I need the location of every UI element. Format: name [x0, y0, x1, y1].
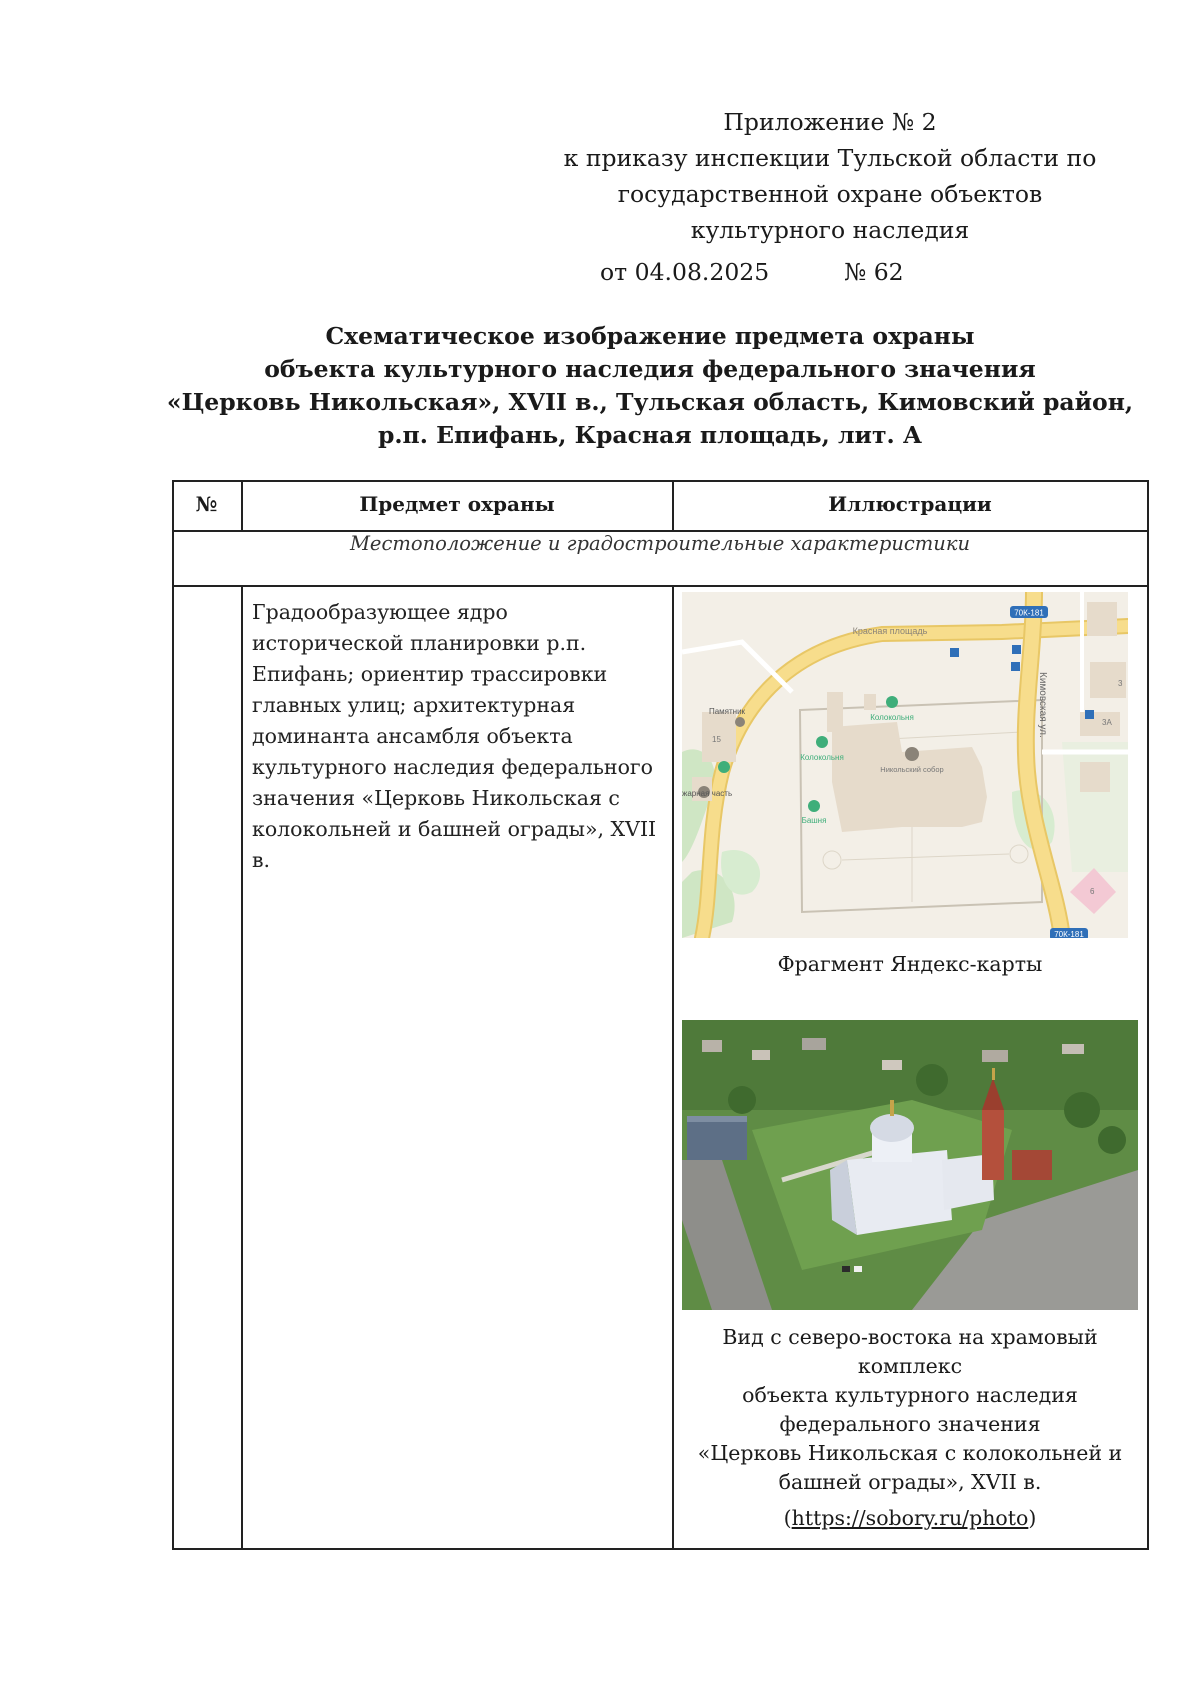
- appendix-order-line: культурного наследия: [690, 216, 970, 244]
- map-label-house: 3: [1118, 679, 1123, 688]
- appendix-title: Приложение № 2: [723, 108, 937, 136]
- table-border: [172, 480, 174, 1550]
- building: [1087, 602, 1117, 636]
- map-label-tower: Башня: [801, 816, 827, 825]
- park-area: [1062, 742, 1128, 872]
- photo-source-prefix: (: [783, 1506, 792, 1530]
- photo-caption-line: федерального значения: [779, 1412, 1041, 1436]
- photo-source-suffix: ): [1028, 1506, 1037, 1530]
- protection-subject-description: Градообразующее ядро исторической планировки р.п. Епифань; ориентир трассировки главных улиц; архитектурная доминанта ансамбля объекта культурного наследия федерального значения «Церковь Никольская с колокольней и башней ограды», XVII в.: [252, 600, 657, 872]
- aerial-photo: [682, 1020, 1138, 1310]
- column-header-number: №: [195, 492, 218, 516]
- bus-stop-icon: [1012, 645, 1021, 654]
- road-badge-label: 70К-181: [1014, 608, 1044, 618]
- map-label-house: 3А: [1102, 718, 1112, 727]
- map-caption: Фрагмент Яндекс-карты: [777, 952, 1043, 976]
- monument-icon: [735, 717, 745, 727]
- belltower-icon: [886, 696, 898, 708]
- photo-caption-line: башней ограды», XVII в.: [778, 1470, 1042, 1494]
- map-label-street: Кимовская ул.: [1037, 672, 1048, 738]
- order-number: № 62: [844, 258, 904, 286]
- photo-caption-line: «Церковь Никольская с колокольней и: [697, 1441, 1123, 1465]
- map-label-house: 6: [1090, 887, 1095, 896]
- building: [1080, 762, 1110, 792]
- column-header-illustrations: Иллюстрации: [828, 492, 992, 516]
- path-circle: [1010, 845, 1028, 863]
- map-label-monument: Памятник: [708, 707, 746, 716]
- appendix-order-line: государственной охране объектов: [617, 180, 1043, 208]
- yandex-map-fragment: [682, 592, 1128, 938]
- photo-source-link[interactable]: https://sobory.ru/photo: [791, 1506, 1029, 1530]
- building: [864, 694, 876, 710]
- map-label-square: Красная площадь: [852, 626, 928, 636]
- title-line: р.п. Епифань, Красная площадь, лит. А: [377, 421, 923, 449]
- photo-caption-line: объекта культурного наследия: [742, 1383, 1078, 1407]
- aerial-photo-drawing: [682, 1020, 1138, 1310]
- table-border: [172, 1548, 1148, 1550]
- table-border: [241, 585, 243, 1550]
- tower-icon: [808, 800, 820, 812]
- cathedral-icon: [905, 747, 919, 761]
- path-circle: [823, 851, 841, 869]
- table-border: [172, 585, 1148, 587]
- title-line: Схематическое изображение предмета охраны: [325, 322, 975, 350]
- road-badge-label: 70К-181: [1054, 930, 1084, 938]
- section-heading: Местоположение и градостроительные характеристики: [349, 532, 971, 555]
- photo-caption-line: комплекс: [857, 1354, 963, 1378]
- cathedral-building: [832, 722, 987, 832]
- order-date: от 04.08.2025: [600, 258, 770, 286]
- belltower-icon: [816, 736, 828, 748]
- document-title: [160, 320, 1140, 452]
- photo-caption: [672, 1323, 1148, 1533]
- map-label-cathedral: Никольский собор: [880, 765, 944, 774]
- photo-source: [672, 1504, 1148, 1533]
- path-line: [842, 854, 1009, 860]
- building-icon: [718, 761, 730, 773]
- building: [827, 692, 843, 732]
- appendix-order-line: к приказу инспекции Тульской области по: [563, 144, 1097, 172]
- bus-stop-icon: [1011, 662, 1020, 671]
- map-drawing: [682, 592, 1128, 938]
- title-line: объекта культурного наследия федерального значения: [264, 355, 1036, 383]
- photo-caption-line: Вид с северо-востока на храмовый: [722, 1325, 1098, 1349]
- map-label-house: 15: [712, 735, 721, 744]
- map-label-fire-station: жарная часть: [682, 789, 733, 798]
- bus-stop-icon: [1085, 710, 1094, 719]
- bus-stop-icon: [950, 648, 959, 657]
- title-line: «Церковь Никольская», XVII в., Тульская область, Кимовский район,: [166, 388, 1134, 416]
- table-border: [172, 480, 1148, 482]
- map-label-belltower: Колокольня: [800, 753, 844, 762]
- column-header-subject: Предмет охраны: [359, 492, 555, 516]
- map-label-belltower: Колокольня: [870, 713, 914, 722]
